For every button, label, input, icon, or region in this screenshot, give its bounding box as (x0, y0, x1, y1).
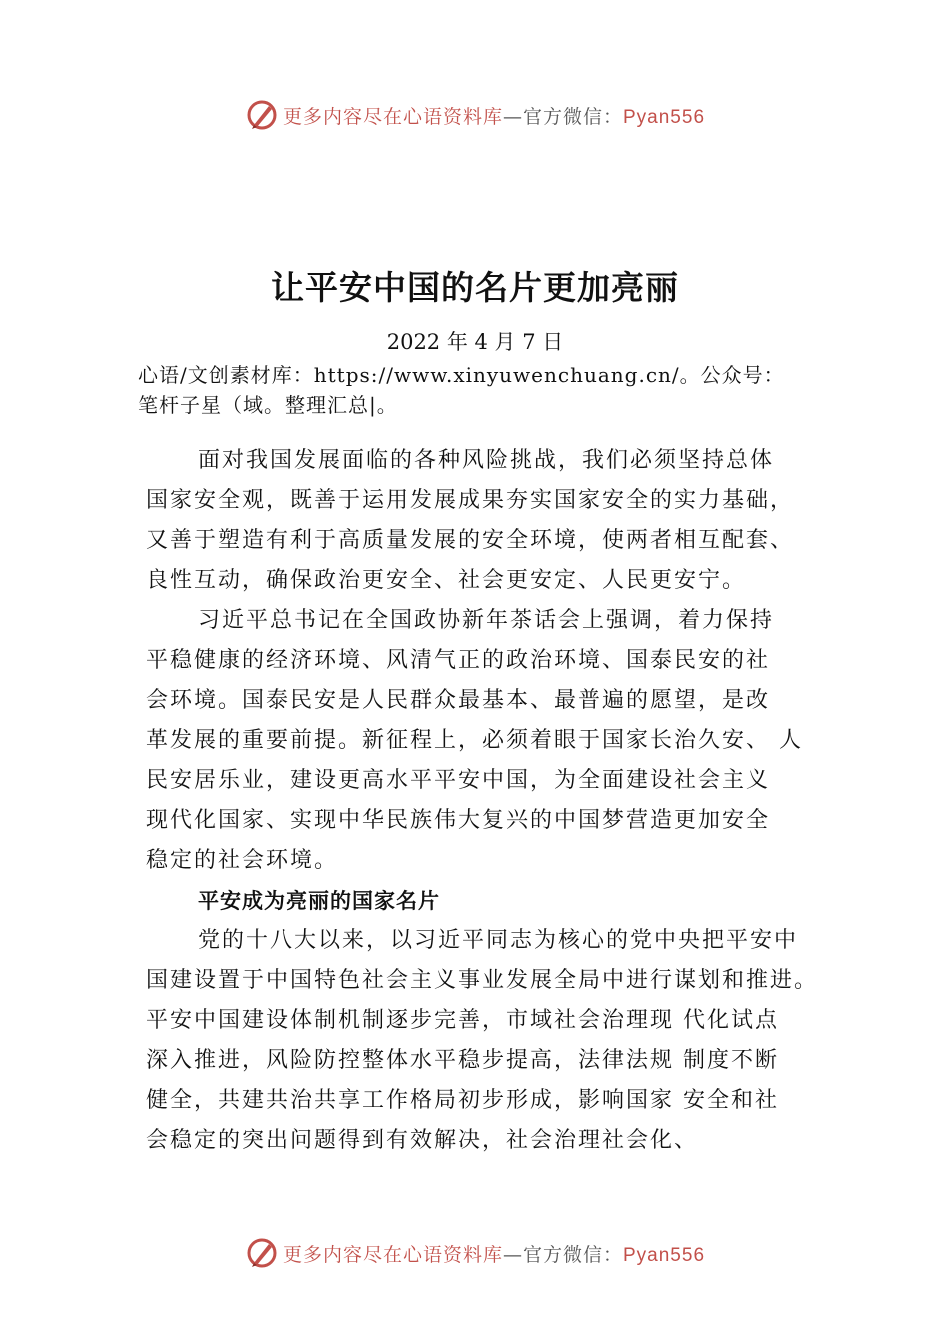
watermark-wechat-id: Pyan556 (623, 1244, 706, 1266)
paragraph-line: 健全，共建共治共享工作格局初步形成，影响国家 安全和社 (146, 1088, 779, 1113)
article-source (138, 360, 878, 420)
paragraph-line: 民安居乐业，建设更高水平平安中国，为全面建设社会主义 (146, 768, 771, 793)
watermark-text (283, 1240, 705, 1267)
pen-logo-icon (245, 1236, 279, 1270)
paragraph-line: 面对我国发展面临的各种风险挑战，我们必须坚持总体 (198, 448, 775, 473)
paragraph-line: 会稳定的突出问题得到有效解决，社会治理社会化、 (146, 1128, 699, 1153)
watermark-brand: 更多内容尽在心语资料库 (282, 105, 503, 128)
paragraph-line: 平安中国建设体制机制逐步完善，市域社会治理现 代化试点 (146, 1008, 779, 1033)
article-date: 2022 年 4 月 7 日 (386, 330, 564, 354)
source-line: 心语/文创素材库：https://www.xinyuwenchuang.cn/。公众号： (138, 363, 785, 387)
paragraph-line: 良性互动，确保政治更安全、社会更安定、人民更安宁。 (146, 568, 747, 593)
paragraph-line: 会环境。国泰民安是人民群众最基本、最普遍的愿望，是改 (146, 688, 771, 713)
section-heading: 平安成为亮丽的国家名片 (198, 889, 440, 913)
watermark-separator: — (502, 1243, 523, 1266)
paragraph-line: 平稳健康的经济环境、风清气正的政治环境、国泰民安的社 (146, 648, 771, 673)
source-line: 笔杆子星（域。整理汇总|。 (138, 393, 398, 417)
watermark-separator: — (502, 105, 523, 128)
paragraph-line: 国家安全观，既善于运用发展成果夯实国家安全的实力基础， (146, 488, 795, 513)
paragraph-line: 党的十八大以来，以习近平同志为核心的党中央把平安中 (198, 928, 799, 953)
paragraph-line: 深入推进，风险防控整体水平稳步提高，法律法规 制度不断 (146, 1048, 779, 1073)
watermark-text (283, 102, 705, 129)
paragraph-line: 国建设置于中国特色社会主义事业发展全局中进行谋划和推进。 (146, 968, 819, 993)
footer-watermark (0, 1233, 950, 1273)
article-title: 让平安中国的名片更加亮丽 (271, 268, 679, 307)
watermark-wechat-id: Pyan556 (623, 106, 706, 128)
watermark-wechat-label: 官方微信： (522, 1243, 623, 1266)
watermark-wechat-label: 官方微信： (522, 105, 623, 128)
paragraph-line: 又善于塑造有利于高质量发展的安全环境，使两者相互配套、 (146, 528, 795, 553)
header-watermark (0, 95, 950, 135)
paragraph-line: 革发展的重要前提。新征程上，必须着眼于国家长治久安、 人 (146, 728, 803, 753)
paragraph-line: 习近平总书记在全国政协新年茶话会上强调，着力保持 (198, 608, 775, 633)
pen-logo-icon (245, 98, 279, 132)
article-body (146, 446, 866, 1166)
paragraph-line: 稳定的社会环境。 (146, 848, 339, 873)
watermark-brand: 更多内容尽在心语资料库 (282, 1243, 503, 1266)
paragraph-line: 现代化国家、实现中华民族伟大复兴的中国梦营造更加安全 (146, 808, 771, 833)
